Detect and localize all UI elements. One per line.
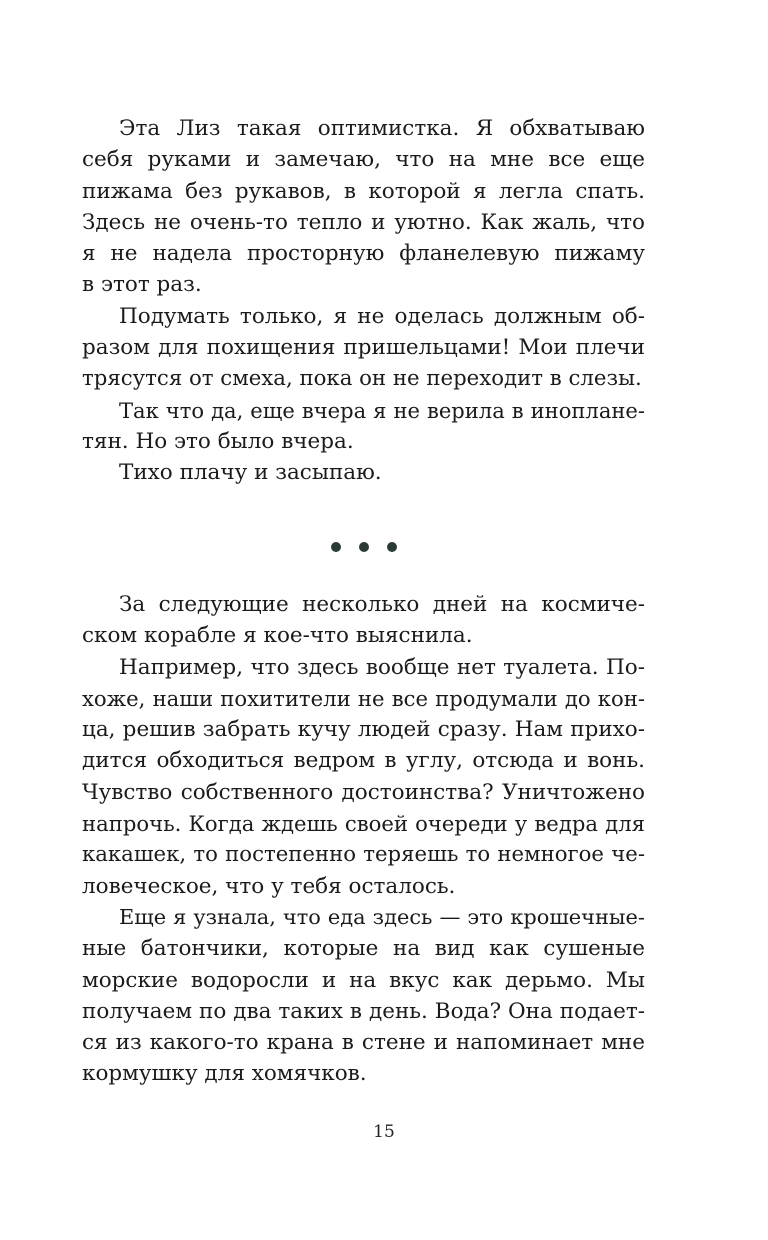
text-line: себя руками и замечаю, что на мне все еще (82, 147, 645, 173)
text-line: Подумать только, я не оделась должным об- (119, 303, 645, 329)
separator-dot (387, 542, 397, 552)
text-line: ся из какого-то крана в стене и напоминает мне (82, 1030, 645, 1056)
text-line: Так что да, еще вчера я не верила в инопланe- (119, 397, 645, 423)
text-line: Тихо плачу и засыпаю. (119, 460, 382, 486)
text-line: ные батончики, которые на вид как сушеные (82, 936, 645, 962)
text-line: пижама без рукавов, в которой я легла спать. (82, 178, 645, 204)
paragraph (82, 457, 645, 488)
text-line: тян. Но это было вчера. (82, 428, 354, 454)
text-line: За следующие несколько дней на космиче- (119, 592, 645, 617)
separator-dot (359, 542, 369, 552)
text-line: Чувство собственного достоинства? Уничтожено (82, 779, 645, 805)
paragraph (82, 589, 645, 652)
paragraph (82, 902, 645, 1090)
text-line: Например, что здесь вообще нет туалета. По- (119, 654, 645, 680)
text-line: в этот раз. (82, 272, 202, 298)
text-line: Еще я узнала, что еда здесь — это крошечные- (119, 904, 645, 929)
text-line: ца, решив забрать кучу людей сразу. Нам прихо- (82, 717, 645, 743)
text-line: Здесь не очень-то тепло и уютно. Как жаль, что (82, 209, 645, 235)
page-body (82, 113, 645, 1087)
separator-dot (331, 542, 341, 552)
section-separator (82, 537, 645, 557)
text-line: кормушку для хомячков. (82, 1061, 367, 1087)
page-number: 15 (373, 1122, 395, 1142)
text-line: трясутся от смеха, пока он не переходит в слезы. (82, 366, 642, 392)
paragraph (82, 652, 645, 902)
text-line: разом для похищения пришельцами! Мои плечи (82, 335, 645, 361)
text-line: напрочь. Когда ждешь своей очереди у ведра для (82, 811, 645, 837)
text-line: я не надела просторную фланелевую пижаму (82, 241, 645, 267)
text-line: получаем по два таких в день. Вода? Она подает- (82, 998, 645, 1024)
paragraph (82, 301, 645, 395)
text-section-1 (82, 113, 645, 489)
paragraph (82, 113, 645, 301)
text-line: какашек, то постепенно теряешь то немногое че- (82, 842, 645, 868)
paragraph (82, 395, 645, 458)
text-line: Эта Лиз такая оптимистка. Я обхватываю (119, 116, 645, 141)
text-line: ском корабле я кое-что выяснила. (82, 623, 473, 649)
text-section-2 (82, 589, 645, 1090)
text-line: ловеческое, что у тебя осталось. (82, 873, 456, 899)
text-line: дится обходиться ведром в углу, отсюда и вонь. (82, 748, 645, 774)
text-line: хоже, наши похитители не все продумали до кон- (82, 685, 645, 711)
text-line: морские водоросли и на вкус как дерьмо. Мы (82, 967, 645, 993)
